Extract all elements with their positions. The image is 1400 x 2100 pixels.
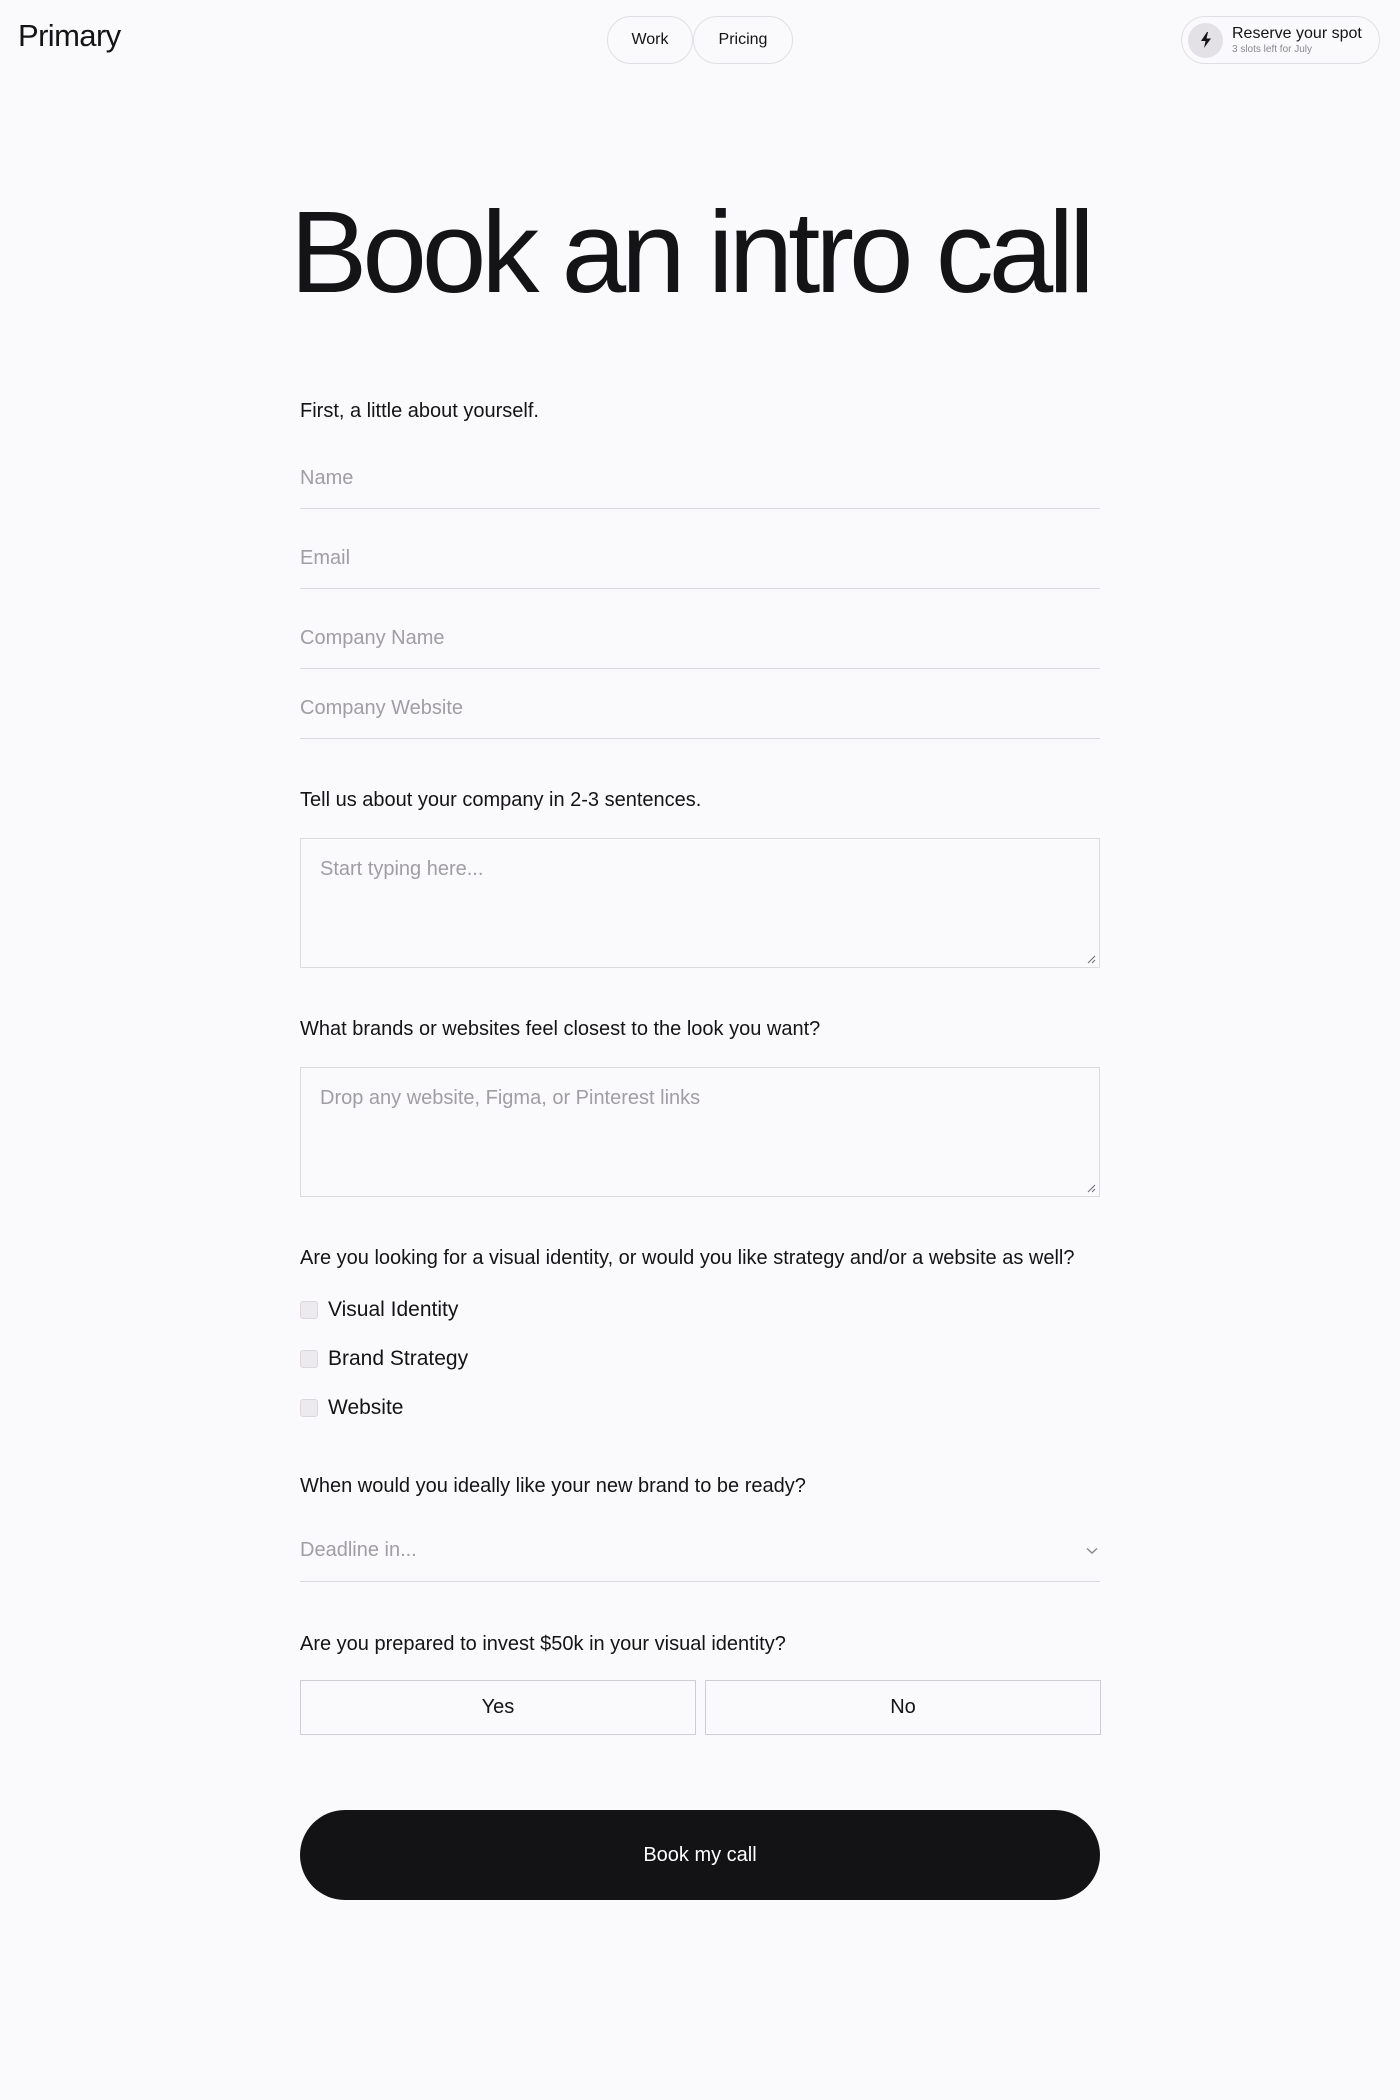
company-question: Tell us about your company in 2-3 sentences.	[300, 789, 702, 811]
company-website-placeholder: Company Website	[300, 697, 464, 719]
checkbox[interactable]	[300, 1399, 318, 1417]
logo[interactable]: Primary	[18, 18, 121, 53]
budget-yes-button[interactable]: Yes	[300, 1680, 696, 1735]
checkbox-label: Website	[328, 1396, 404, 1419]
service-option-visual-identity[interactable]	[300, 1298, 458, 1322]
budget-no-button[interactable]: No	[705, 1680, 1101, 1735]
checkbox-label: Visual Identity	[328, 1298, 459, 1321]
checkbox[interactable]	[300, 1301, 318, 1319]
service-option-website[interactable]	[300, 1396, 403, 1420]
book-call-button[interactable]: Book my call	[300, 1810, 1100, 1900]
brands-textarea[interactable]	[300, 1067, 1100, 1197]
deadline-question: When would you ideally like your new brand to be ready?	[300, 1475, 806, 1497]
budget-question: Are you prepared to invest $50k in your visual identity?	[300, 1633, 786, 1655]
name-field[interactable]	[300, 449, 1100, 509]
deadline-select[interactable]	[300, 1520, 1100, 1582]
name-placeholder: Name	[300, 467, 354, 489]
company-description-textarea[interactable]	[300, 838, 1100, 968]
top-nav	[607, 16, 793, 64]
brands-question: What brands or websites feel closest to the look you want?	[300, 1018, 821, 1040]
deadline-placeholder: Deadline in...	[300, 1539, 417, 1561]
reserve-title: Reserve your spot	[1232, 24, 1362, 42]
company-name-placeholder: Company Name	[300, 627, 445, 649]
nav-pricing-link[interactable]: Pricing	[693, 16, 793, 64]
page-title: Book an intro call	[290, 187, 1090, 317]
checkbox-label: Brand Strategy	[328, 1347, 469, 1370]
brands-placeholder: Drop any website, Figma, or Pinterest links	[320, 1087, 701, 1109]
resize-handle-icon[interactable]	[1086, 1183, 1096, 1193]
nav-work-link[interactable]: Work	[607, 16, 693, 64]
reserve-spot-button[interactable]	[1181, 16, 1380, 64]
about-heading: First, a little about yourself.	[300, 400, 539, 422]
checkbox[interactable]	[300, 1350, 318, 1368]
service-option-brand-strategy[interactable]	[300, 1347, 468, 1371]
services-question: Are you looking for a visual identity, or would you like strategy and/or a website as well?	[300, 1247, 1075, 1269]
company-name-field[interactable]	[300, 609, 1100, 669]
chevron-down-icon	[1086, 1547, 1098, 1555]
email-field[interactable]	[300, 529, 1100, 589]
resize-handle-icon[interactable]	[1086, 954, 1096, 964]
bolt-icon	[1188, 23, 1223, 58]
reserve-subtitle: 3 slots left for July	[1232, 43, 1313, 55]
company-description-placeholder: Start typing here...	[320, 858, 484, 880]
email-placeholder: Email	[300, 547, 351, 569]
company-website-field[interactable]	[300, 679, 1100, 739]
